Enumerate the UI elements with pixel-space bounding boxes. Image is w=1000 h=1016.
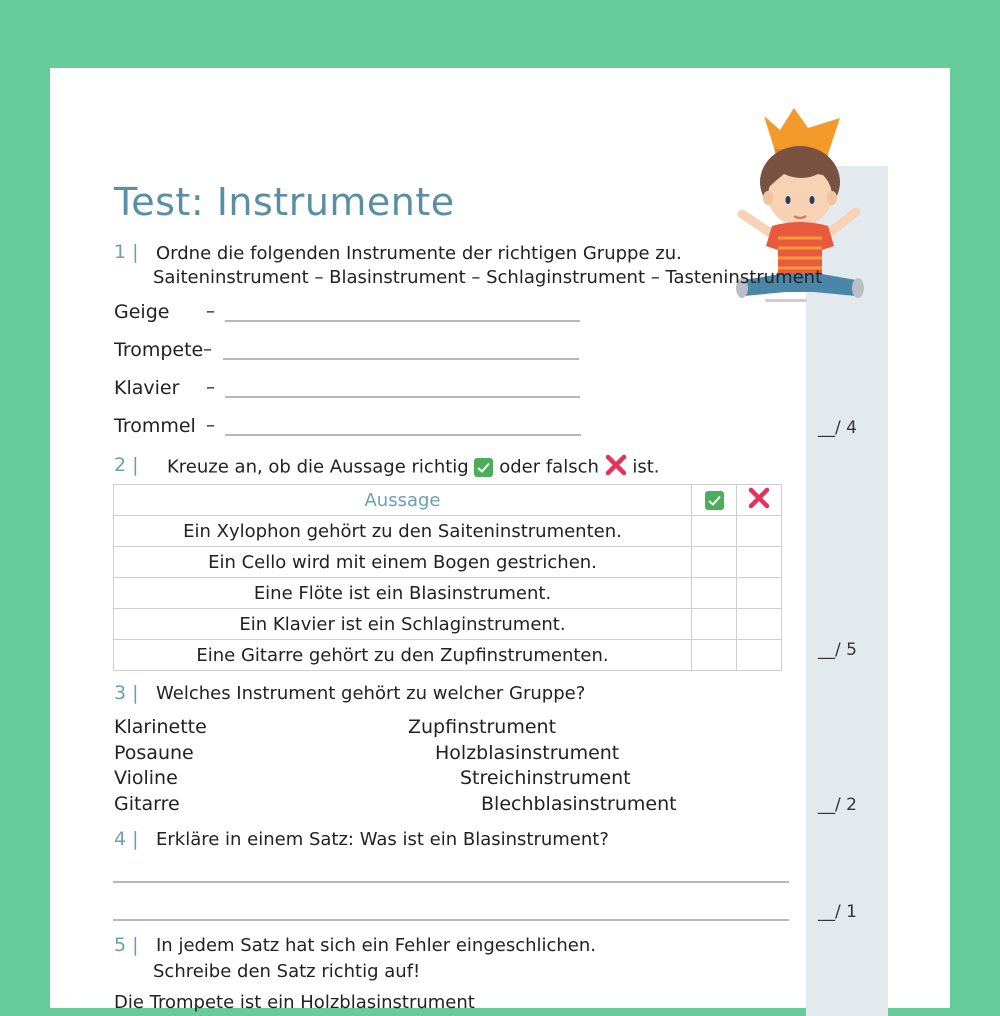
statement-cell: Eine Flöte ist ein Blasinstrument. xyxy=(114,578,692,609)
question-4-number: 4 | xyxy=(114,828,139,850)
answer-line-trompete[interactable] xyxy=(223,358,579,360)
column-header-true xyxy=(692,485,737,516)
table-header-row xyxy=(114,485,782,516)
table-row xyxy=(114,516,782,547)
answer-line-q4-2[interactable] xyxy=(113,919,789,921)
q1-item-label: Trommel xyxy=(114,415,196,437)
false-checkbox-cell[interactable] xyxy=(737,547,782,578)
q2-instruction-part: oder falsch xyxy=(499,456,599,478)
true-false-table xyxy=(113,484,782,671)
q2-instruction-part: Kreuze an, ob die Aussage richtig xyxy=(167,456,469,478)
q1-item-dash: – xyxy=(206,301,215,322)
match-group[interactable]: Blechblasinstrument xyxy=(481,793,677,815)
true-checkbox-cell[interactable] xyxy=(692,578,737,609)
check-icon xyxy=(705,491,724,510)
table-row xyxy=(114,609,782,640)
false-checkbox-cell[interactable] xyxy=(737,578,782,609)
statement-cell: Ein Klavier ist ein Schlaginstrument. xyxy=(114,609,692,640)
q1-item-dash: – xyxy=(203,339,212,360)
match-instrument[interactable]: Klarinette xyxy=(114,716,207,738)
question-1-options: Saiteninstrument – Blasinstrument – Schlaginstrument – Tasteninstrument xyxy=(153,267,823,288)
table-row xyxy=(114,578,782,609)
true-checkbox-cell[interactable] xyxy=(692,609,737,640)
cross-icon xyxy=(748,487,770,514)
false-checkbox-cell[interactable] xyxy=(737,640,782,671)
q1-item-label: Klavier xyxy=(114,377,180,399)
false-checkbox-cell[interactable] xyxy=(737,516,782,547)
question-5-sentence: Die Trompete ist ein Holzblasinstrument xyxy=(114,992,475,1013)
question-3-score: __/ 2 xyxy=(818,795,857,815)
question-1-number: 1 | xyxy=(114,241,139,263)
answer-line-trommel[interactable] xyxy=(225,434,581,436)
statement-cell: Eine Gitarre gehört zu den Zupfinstrumenten. xyxy=(114,640,692,671)
statement-cell: Ein Xylophon gehört zu den Saiteninstrumenten. xyxy=(114,516,692,547)
question-1-score: __/ 4 xyxy=(818,418,857,438)
check-icon xyxy=(474,458,493,477)
question-2-instruction xyxy=(167,454,660,481)
match-group[interactable]: Zupfinstrument xyxy=(408,716,557,738)
question-1-instruction: Ordne die folgenden Instrumente der richtigen Gruppe zu. xyxy=(156,243,682,264)
match-group[interactable]: Holzblasinstrument xyxy=(435,742,620,764)
column-header-statement: Aussage xyxy=(114,485,692,516)
true-checkbox-cell[interactable] xyxy=(692,516,737,547)
question-4-score: __/ 1 xyxy=(818,902,857,922)
worksheet-page xyxy=(50,68,950,1013)
match-group[interactable]: Streichinstrument xyxy=(460,767,631,789)
table-row xyxy=(114,640,782,671)
q1-item-dash: – xyxy=(206,415,215,436)
q2-instruction-part: ist. xyxy=(632,456,660,478)
true-checkbox-cell[interactable] xyxy=(692,640,737,671)
match-instrument[interactable]: Violine xyxy=(114,767,178,789)
question-3-instruction: Welches Instrument gehört zu welcher Gruppe? xyxy=(156,683,586,704)
question-5-instruction-line2: Schreibe den Satz richtig auf! xyxy=(153,961,421,982)
table-row xyxy=(114,547,782,578)
column-header-false xyxy=(737,485,782,516)
match-instrument[interactable]: Posaune xyxy=(114,742,194,764)
question-4-instruction: Erkläre in einem Satz: Was ist ein Blasinstrument? xyxy=(156,829,609,850)
illustration-shadow xyxy=(765,299,807,302)
question-5-number: 5 | xyxy=(114,934,139,956)
q1-item-dash: – xyxy=(206,377,215,398)
question-2-number: 2 | xyxy=(114,454,139,476)
answer-line-klavier[interactable] xyxy=(225,396,580,398)
answer-line-geige[interactable] xyxy=(225,320,580,322)
cross-icon xyxy=(605,454,627,481)
question-2-score: __/ 5 xyxy=(818,640,857,660)
statement-cell: Ein Cello wird mit einem Bogen gestrichen. xyxy=(114,547,692,578)
q1-item-label: Geige xyxy=(114,301,170,323)
true-checkbox-cell[interactable] xyxy=(692,547,737,578)
answer-line-q4-1[interactable] xyxy=(113,881,789,883)
q1-item-label: Trompete xyxy=(114,339,204,361)
false-checkbox-cell[interactable] xyxy=(737,609,782,640)
page-title: Test: Instrumente xyxy=(114,180,455,224)
question-5-instruction-line1: In jedem Satz hat sich ein Fehler eingeschlichen. xyxy=(156,935,597,956)
match-instrument[interactable]: Gitarre xyxy=(114,793,180,815)
question-3-number: 3 | xyxy=(114,682,139,704)
